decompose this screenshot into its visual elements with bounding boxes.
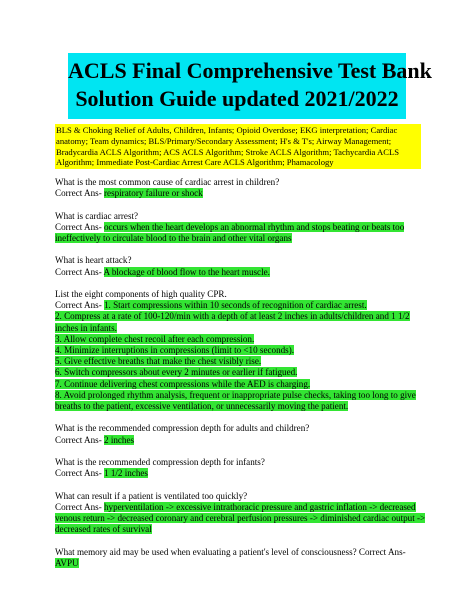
document-title bbox=[68, 53, 432, 119]
question-text: List the eight components of high quality CPR. bbox=[55, 288, 227, 299]
answer-highlight: 8. Avoid prolonged rhythm analysis, frequent or inappropriate pulse checks, taking too long to give breaths to the patient, excessive ventilation, or unnecessarily moving the patient. bbox=[55, 389, 416, 412]
answer-prefix: Correct Ans- bbox=[55, 188, 104, 199]
qa-item bbox=[55, 423, 427, 445]
qa-list bbox=[55, 177, 427, 580]
answer-highlight: 4. Minimize interruptions in compressions (limit to <10 seconds). bbox=[55, 345, 295, 355]
question-text: What is the most common cause of cardiac arrest in children? bbox=[55, 177, 280, 187]
answer-highlight: occurs when the heart develops an abnormal rhythm and stops beating or beats too ineffectively to circulate blood to the brain and other vital organs bbox=[55, 221, 405, 243]
qa-item bbox=[55, 255, 427, 277]
qa-item bbox=[55, 289, 427, 412]
answer-highlight: 1 1/2 inches bbox=[104, 468, 148, 479]
question-text: What can result if a patient is ventilated too quickly? bbox=[55, 490, 248, 501]
question-text: What memory aid may be used when evaluating a patient's level of consciousness? Correct Ans- bbox=[55, 546, 406, 557]
answer-highlight: A blockage of blood flow to the heart muscle. bbox=[103, 266, 270, 277]
topics-banner: BLS & Choking Relief of Adults, Children, Infants; Opioid Overdose; EKG interpretation; Cardiac anatomy; Team dynamics; BLS/Primary/Secondary Assessment; H's & T's; Airway Management; Bradycardia ACLS Algorithm; ACS ACLS Algorithm; Stroke ACLS Algorithm; Tachycardia ACLS Algorithm; Immediate Post-Cardiac Arrest Care ACLS Algorithm; Phamacology bbox=[55, 124, 421, 169]
question-text: What is heart attack? bbox=[55, 255, 132, 266]
qa-item bbox=[55, 457, 427, 479]
question-text: What is the recommended compression depth for adults and children? bbox=[55, 423, 310, 434]
title-line-2: Solution Guide updated 2021/2022 bbox=[75, 86, 399, 111]
answer-prefix: Correct Ans- bbox=[55, 434, 104, 445]
answer-highlight: 6. Switch compressors about every 2 minutes or earlier if fatigued. bbox=[55, 367, 298, 378]
qa-item bbox=[55, 491, 427, 536]
answer-highlight: hyperventilation -> excessive intrathoracic pressure and gastric inflation -> decreased venous return -> decreased coronary and cerebral perfusion pressures -> diminished cardiac output -> decreased rates of survival bbox=[55, 501, 426, 535]
question-text: What is the recommended compression depth for infants? bbox=[55, 457, 265, 467]
answer-prefix: Correct Ans- bbox=[55, 221, 104, 232]
answer-highlight: 2 inches bbox=[104, 434, 135, 445]
answer-prefix: Correct Ans- bbox=[55, 300, 104, 311]
qa-item bbox=[55, 547, 427, 569]
qa-item bbox=[55, 177, 427, 199]
answer-prefix: Correct Ans- bbox=[55, 468, 104, 479]
qa-item bbox=[55, 211, 427, 245]
answer-highlight: 7. Continue delivering chest compressions while the AED is charging. bbox=[55, 378, 311, 389]
answer-prefix: Correct Ans- bbox=[55, 266, 104, 277]
answer-highlight: 1. Start compressions within 10 seconds of recognition of cardiac arrest. bbox=[104, 300, 367, 311]
title-line-1: ACLS Final Comprehensive Test Bank bbox=[68, 58, 432, 83]
answer-highlight: respiratory failure or shock bbox=[104, 188, 203, 199]
question-text: What is cardiac arrest? bbox=[55, 210, 139, 221]
answer-highlight: AVPU bbox=[55, 557, 79, 568]
answer-prefix: Correct Ans- bbox=[55, 501, 104, 512]
answer-highlight: 3. Allow complete chest recoil after each compression. bbox=[55, 333, 255, 344]
answer-highlight: 5. Give effective breaths that make the chest visibly rise. bbox=[55, 356, 262, 367]
answer-highlight: 2. Compress at a rate of 100-120/min with a depth of at least 2 inches in adults/children and 1 1/2 inches in infants. bbox=[55, 311, 410, 333]
